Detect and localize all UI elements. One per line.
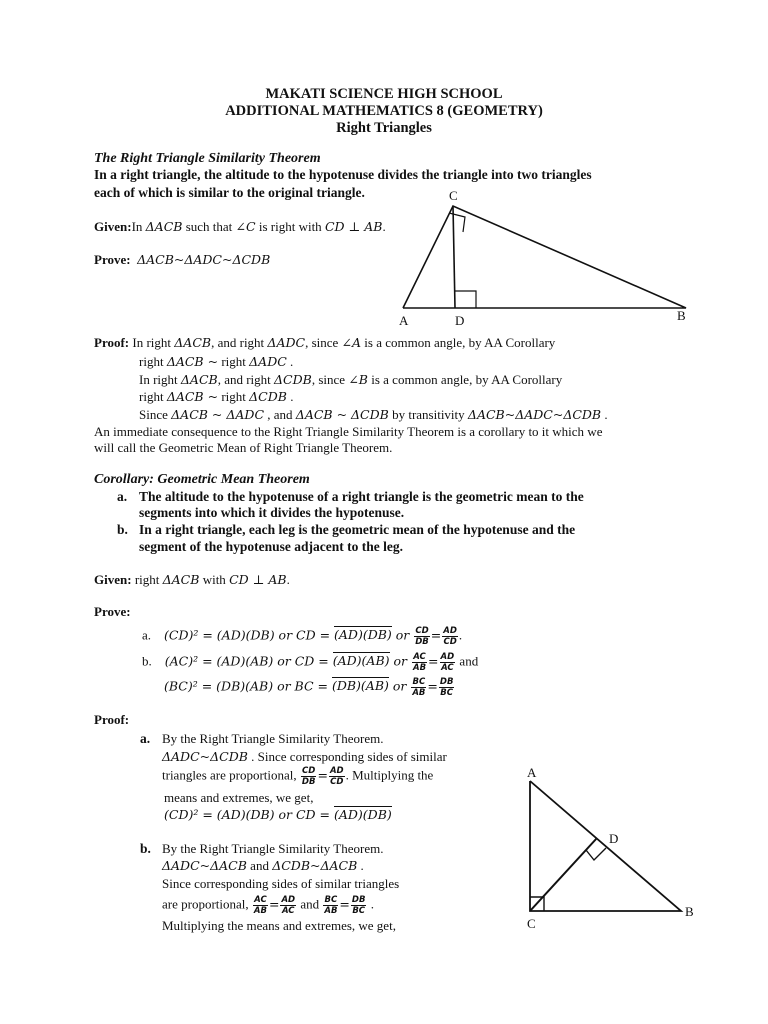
proof2-a-line2	[162, 749, 447, 765]
corollary-b-marker: b.	[117, 522, 128, 537]
proof2-b-line1: By the Right Triangle Similarity Theorem.	[162, 841, 384, 856]
proof-text: .	[601, 407, 608, 422]
proof-text: right	[139, 389, 167, 404]
vertex-label-a: A	[399, 313, 409, 328]
proof-math: ΔACB ~ ΔCDB	[295, 407, 389, 422]
proof2-a-line5	[164, 807, 392, 823]
given-text: such that	[182, 219, 236, 234]
given-label: Given:	[94, 219, 132, 234]
proof-math: ΔACB	[180, 372, 218, 387]
proof2-b-line4: are proportional, $\frac{AC}{AB}$ = $\frac{AD}{AC}$ and $\frac{BC}{AB}$ = $\frac{DB}{BC}$ .	[162, 895, 374, 916]
fraction: $\frac{AD}{AC}$	[440, 652, 455, 673]
proof-text: In right	[129, 335, 175, 350]
altitude-cd-2	[530, 838, 597, 911]
proof-text: , and	[264, 407, 296, 422]
proof-math: ΔACB ~ ΔADC	[171, 407, 265, 422]
equation: (CD)² = (AD)(DB) or CD =	[164, 627, 335, 643]
proof-text: .	[367, 896, 374, 912]
altitude-cd	[453, 206, 455, 308]
fraction: $\frac{AD}{CD}$	[443, 626, 457, 647]
proof2-a-marker: a.	[140, 731, 151, 746]
given-math: ΔACB	[162, 572, 200, 587]
theorem-statement-line1: In a right triangle, the altitude to the hypotenuse divides the triangle into two triangles	[94, 167, 592, 182]
equation: (CD)² = (AD)(DB) or CD =	[164, 807, 334, 822]
given-math: CD ⊥ AB	[229, 572, 287, 587]
triangle-acb-2	[530, 781, 681, 911]
proof2-b-line2	[162, 858, 364, 874]
vertex-label-b2: B	[685, 904, 694, 919]
proof-text: .	[286, 354, 294, 369]
equation: .	[458, 627, 463, 643]
proof-math: ΔCDB~ΔACB	[272, 858, 358, 873]
corollary-b-line2: segment of the hypotenuse adjacent to the leg.	[139, 539, 403, 554]
fraction: $\frac{BC}{AB}$	[412, 677, 426, 698]
proof-math: ∠B	[348, 372, 368, 387]
proof-text: by transitivity	[388, 407, 468, 422]
vertex-label-b: B	[677, 308, 686, 323]
proof-text: triangles are proportional,	[162, 767, 300, 783]
sqrt-radicand: (AD)(DB)	[334, 807, 392, 822]
proof-math: ΔADC	[249, 354, 287, 369]
proof1-line3	[139, 372, 562, 388]
given-text: is right with	[255, 219, 325, 234]
proof-math: ΔACB ~	[166, 389, 219, 404]
fraction: $\frac{AC}{AB}$	[412, 652, 427, 673]
proof-math: ΔACB~ΔADC~ΔCDB	[467, 407, 602, 422]
proof-text: , and right	[217, 372, 275, 387]
school-title: MAKATI SCIENCE HIGH SCHOOL	[265, 86, 503, 102]
proof-text: right	[218, 389, 250, 404]
proof2-a-line3: triangles are proportional, $\frac{CD}{DB}$ = $\frac{AD}{CD}$ . Multiplying the	[162, 766, 434, 787]
vertex-label-c: C	[449, 188, 458, 203]
right-angle-mark-c	[449, 213, 465, 232]
proof2-b-line3: Since corresponding sides of similar triangles	[162, 876, 400, 891]
sqrt-radicand: (DB)(AB)	[331, 678, 389, 694]
given-text: with	[199, 572, 230, 587]
proof1-note-line2: will call the Geometric Mean of Right Triangle Theorem.	[94, 440, 393, 455]
corollary-prove-label	[94, 604, 131, 620]
corollary-given	[94, 572, 290, 588]
vertex-label-d2: D	[609, 831, 619, 846]
corollary-a-line1: The altitude to the hypotenuse of a right triangle is the geometric mean to the	[139, 489, 584, 504]
given-math: CD ⊥ AB	[324, 219, 383, 234]
sqrt-radicand: (AD)(AB)	[332, 653, 390, 669]
proof-text: .	[286, 389, 294, 404]
vertex-label-c2: C	[527, 916, 536, 931]
proof-text: , since	[305, 335, 342, 350]
fraction: $\frac{BC}{AB}$	[324, 895, 338, 916]
corollary-b-line1: In a right triangle, each leg is the geometric mean of the hypotenuse and the	[139, 522, 576, 537]
proof-text: .	[357, 858, 364, 873]
fraction: $\frac{CD}{DB}$	[415, 626, 429, 647]
proof-label: Proof:	[94, 712, 130, 727]
proof-math: ΔADC	[267, 335, 306, 350]
proof-math: ΔADC~ΔACB	[162, 858, 247, 873]
proof1-line5	[139, 407, 608, 423]
proof-math: ΔADC~ΔCDB	[162, 749, 248, 764]
item-marker: b.	[142, 653, 152, 669]
prove-label: Prove:	[94, 252, 131, 267]
equation: or	[388, 678, 411, 694]
proof1-line4	[139, 389, 293, 405]
proof-text: , since	[311, 372, 349, 387]
course-title: ADDITIONAL MATHEMATICS 8 (GEOMETRY)	[225, 103, 543, 119]
proof1-line2	[139, 354, 293, 370]
vertex-label-a2: A	[527, 765, 537, 780]
proof-text: and	[246, 858, 273, 873]
proof-text: right	[218, 354, 250, 369]
proof2-a-line1: By the Right Triangle Similarity Theorem.	[162, 731, 384, 746]
proof-text: is a common angle, by AA Corollary	[361, 335, 556, 350]
proof-text: is a common angle, by AA Corollary	[367, 372, 563, 387]
proof-text: right	[139, 354, 167, 369]
equation: or	[391, 627, 414, 643]
triangle-acb	[403, 206, 686, 308]
corollary-title: Corollary: Geometric Mean Theorem	[94, 472, 310, 487]
given-label: Given:	[94, 572, 132, 587]
given-text: right	[131, 572, 163, 587]
proof2-b-line5: Multiplying the means and extremes, we get,	[162, 918, 396, 933]
equation: (BC)² = (DB)(AB) or BC =	[164, 678, 332, 694]
proof2-label	[94, 712, 129, 728]
proof-text: are proportional,	[162, 896, 252, 912]
theorem-title: The Right Triangle Similarity Theorem	[94, 151, 321, 166]
item-marker: a.	[142, 627, 152, 643]
proof-text: . Multiplying the	[345, 767, 434, 783]
proof-math: ∠A	[341, 335, 362, 350]
fraction: $\frac{AD}{AC}$	[281, 895, 296, 916]
proof-text: , and right	[211, 335, 268, 350]
proof-math: ΔCDB	[274, 372, 312, 387]
proof1-note-line1: An immediate consequence to the Right Triangle Similarity Theorem is a corollary to it which we	[94, 424, 603, 439]
proof2-b-marker: b.	[140, 841, 151, 856]
proof-math: ΔACB	[174, 335, 212, 350]
given-math: ∠C	[235, 219, 256, 234]
proof-math: ΔACB ~	[166, 354, 219, 369]
fraction: $\frac{AD}{CD}$	[329, 766, 344, 787]
proof-text: In right	[139, 372, 181, 387]
proof2-a-line4: means and extremes, we get,	[164, 790, 314, 805]
prove-item-a: a. (CD)² = (AD)(DB) or CD = (AD)(DB) or $\frac{CD}{DB}$ = $\frac{AD}{CD}$ .	[142, 626, 463, 647]
prove-math: ΔACB~ΔADC~ΔCDB	[137, 252, 271, 267]
prove-item-b: b. (AC)² = (AD)(AB) or CD = (AD)(AB) or $\frac{AC}{AB}$ = $\frac{AD}{AC}$ and	[142, 652, 479, 673]
proof-math: ΔCDB	[249, 389, 287, 404]
fraction: $\frac{CD}{DB}$	[301, 766, 316, 787]
vertex-label-d: D	[455, 313, 465, 328]
proof-text: . Since corresponding sides of similar	[247, 749, 447, 764]
prove-item-b2: (BC)² = (DB)(AB) or BC = (DB)(AB) or $\frac{BC}{AB}$ = $\frac{DB}{BC}$	[164, 677, 454, 698]
equation: or	[389, 653, 411, 669]
corollary-a-marker: a.	[117, 489, 128, 504]
given-text: .	[286, 572, 290, 587]
fraction: $\frac{AC}{AB}$	[253, 895, 267, 916]
fraction: $\frac{DB}{BC}$	[439, 677, 454, 698]
right-angle-mark-d2	[586, 848, 606, 860]
given-text: In	[131, 219, 146, 234]
proof-text: Since	[139, 407, 172, 422]
topic-title: Right Triangles	[336, 120, 432, 136]
prove-label: Prove:	[94, 604, 131, 619]
proof-text: and	[297, 896, 323, 912]
proof1-line1	[94, 335, 555, 351]
corollary-a-line2: segments into which it divides the hypotenuse.	[139, 505, 405, 520]
proof-label: Proof:	[94, 335, 130, 350]
equation: and	[456, 653, 479, 669]
right-angle-mark-d	[455, 291, 476, 308]
fraction: $\frac{DB}{BC}$	[351, 895, 366, 916]
sqrt-radicand: (AD)(DB)	[334, 627, 392, 643]
given-math: ΔACB	[145, 219, 183, 234]
theorem-statement-line2: each of which is similar to the original triangle.	[94, 185, 365, 200]
given-text: .	[382, 219, 386, 234]
equation: (AC)² = (AD)(AB) or CD =	[164, 653, 333, 669]
